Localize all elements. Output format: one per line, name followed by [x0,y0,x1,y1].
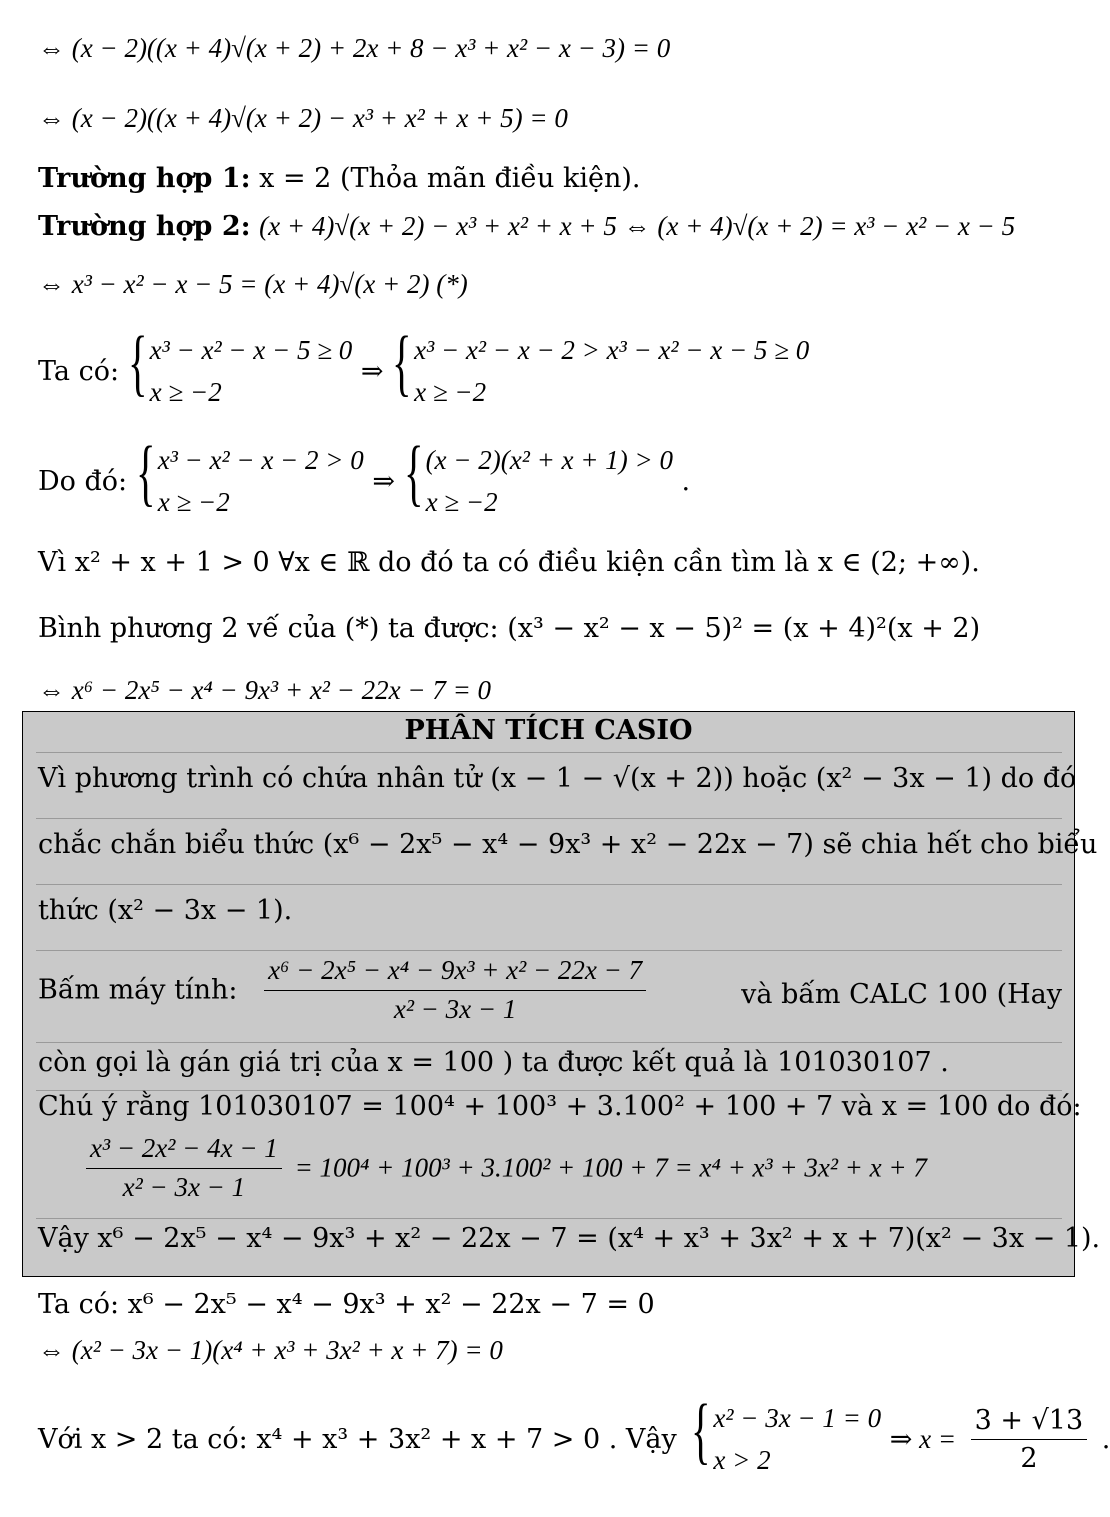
final-system-row-2: x > 2 [713,1444,771,1475]
do-do-label: Do đó: [38,466,128,497]
system-4 [403,432,673,524]
final-fraction [971,1406,1088,1474]
system-1 [127,322,353,414]
box-grid-line [36,1042,1062,1043]
final-system [691,1390,882,1482]
system-4-row-1: (x − 2)(x² + x + 1) > 0 [425,445,673,475]
final-numerator: 3 + √13 [971,1406,1088,1441]
condition-line: Vì x² + x + 1 > 0 ∀x ∈ ℝ do đó ta có điều kiện cần tìm là x ∈ (2; +∞). [38,547,980,578]
box-grid-line [36,950,1062,951]
box-paragraph-3: còn gọi là gán giá trị của x = 100 ) ta được kết quả là 101030107 . [38,1047,949,1078]
division-denominator: x² − 3x − 1 [122,1171,246,1202]
case-2-label: Trường hợp 2: [38,211,251,242]
box-paragraph-1c: thức (x² − 3x − 1). [38,895,293,926]
system-1-row-2: x ≥ −2 [149,376,222,407]
casio-fraction [264,956,646,1024]
case-1-body: x = 2 (Thỏa mãn điều kiện). [259,163,641,194]
final-period: . [1101,1424,1110,1455]
equation-line-1: ⇔ (x − 2)((x + 4)√(x + 2) + 2x + 8 − x³ + x² − x − 3) = 0 [38,33,671,63]
final-denominator: 2 [1020,1443,1038,1475]
casio-prefix: Bấm máy tính: [38,974,238,1006]
system-3 [135,432,364,524]
period: . [681,466,691,497]
box-factorization: Vậy x⁶ − 2x⁵ − x⁴ − 9x³ + x² − 22x − 7 = (x⁴ + x³ + 3x² + x + 7)(x² − 3x − 1). [38,1223,1101,1254]
implies-arrow: ⇒ [372,466,395,497]
case-2 [38,212,1015,242]
system-3-row-2: x ≥ −2 [157,486,230,517]
brace-icon: { [127,322,148,404]
equation-line-2: ⇔ (x − 2)((x + 4)√(x + 2) − x³ + x² + x + 5) = 0 [38,103,568,133]
polynomial-equation: ⇔ x⁶ − 2x⁵ − x⁴ − 9x³ + x² − 22x − 7 = 0 [38,675,492,705]
after-line-3-prefix: Với x > 2 ta có: x⁴ + x³ + 3x² + x + 7 > 0 . Vậy [38,1424,677,1455]
after-line-1: Ta có: x⁶ − 2x⁵ − x⁴ − 9x³ + x² − 22x − 7 = 0 [38,1289,655,1320]
box-casio-line [38,956,1062,1024]
case-1-label: Trường hợp 1: [38,163,251,194]
final-system-row-1: x² − 3x − 1 = 0 [713,1403,882,1433]
final-implies: ⇒ x = [889,1424,957,1454]
equation-star: ⇔ x³ − x² − x − 5 = (x + 4)√(x + 2) (*) [38,269,468,299]
box-grid-line [36,1218,1062,1219]
brace-icon: { [691,1390,711,1472]
box-division-line [86,1134,927,1202]
division-numerator: x³ − 2x² − 4x − 1 [86,1134,282,1169]
ta-co-label: Ta có: [38,356,120,387]
box-grid-line [36,884,1062,885]
box-title: PHÂN TÍCH CASIO [404,715,693,746]
system-3-row-1: x³ − x² − x − 2 > 0 [157,445,364,475]
division-fraction [86,1134,282,1202]
brace-icon: { [135,432,156,514]
after-line-3 [38,1390,1110,1482]
casio-fraction-denominator: x² − 3x − 1 [393,993,517,1024]
implies-arrow: ⇒ [360,356,384,387]
brace-icon: { [392,322,412,404]
box-paragraph-4: Chú ý rằng 101030107 = 100⁴ + 100³ + 3.100² + 100 + 7 và x = 100 do đó: [38,1091,1082,1122]
box-paragraph-1a: Vì phương trình có chứa nhân tử (x − 1 − √(x + 2)) hoặc (x² − 3x − 1) do đó [38,763,1077,794]
case-1 [38,164,640,194]
do-do-system [38,432,691,524]
system-1-row-1: x³ − x² − x − 5 ≥ 0 [149,335,353,365]
after-line-2: ⇔ (x² − 3x − 1)(x⁴ + x³ + 3x² + x + 7) = 0 [38,1335,503,1365]
casio-fraction-numerator: x⁶ − 2x⁵ − x⁴ − 9x³ + x² − 22x − 7 [264,956,646,991]
case-2-body: (x + 4)√(x + 2) − x³ + x² + x + 5 ⇔ (x + 4)√(x + 2) = x³ − x² − x − 5 [259,211,1016,241]
box-paragraph-1b: chắc chắn biểu thức (x⁶ − 2x⁵ − x⁴ − 9x³ + x² − 22x − 7) sẽ chia hết cho biểu [38,829,1098,860]
casio-suffix: và bấm CALC 100 (Hay [741,979,1062,1010]
square-both-sides-line: Bình phương 2 vế của (*) ta được: (x³ − x² − x − 5)² = (x + 4)²(x + 2) [38,613,981,644]
system-4-row-2: x ≥ −2 [425,486,498,517]
system-2-row-1: x³ − x² − x − 2 > x³ − x² − x − 5 ≥ 0 [414,335,810,365]
ta-co-system [38,322,810,414]
box-grid-line [36,752,1062,753]
system-2-row-2: x ≥ −2 [414,376,487,407]
division-result: = 100⁴ + 100³ + 3.100² + 100 + 7 = x⁴ + x³ + 3x² + x + 7 [294,1152,927,1183]
brace-icon: { [403,432,424,514]
box-grid-line [36,818,1062,819]
system-2 [392,322,810,414]
